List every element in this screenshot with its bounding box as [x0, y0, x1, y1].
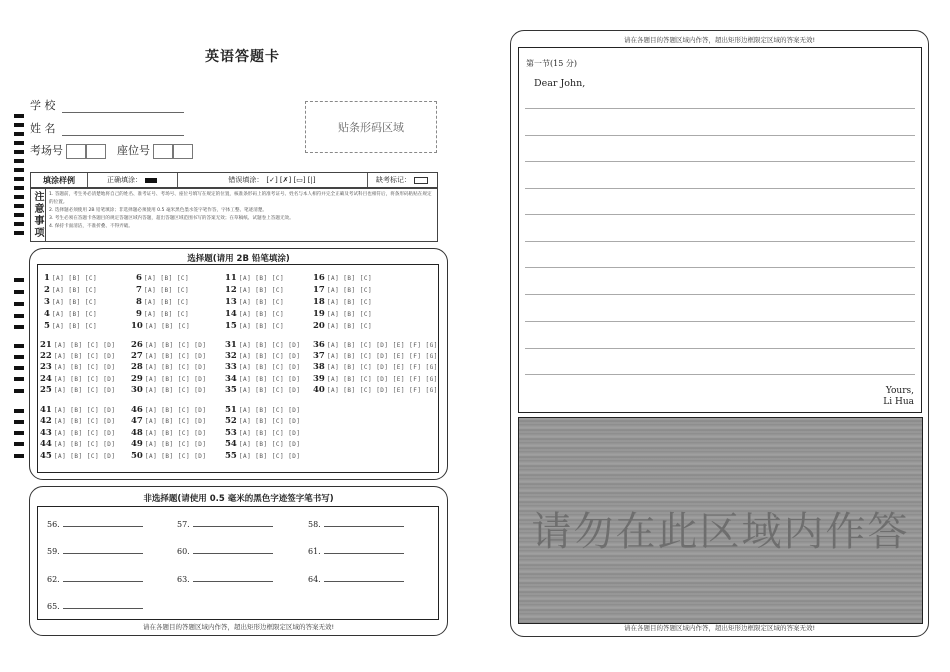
question-5[interactable]: 5 [A] [B] [C] [44, 321, 98, 331]
blank-60[interactable]: 60. [177, 547, 273, 556]
no-answer-area [518, 417, 923, 624]
question-19[interactable]: 19 [A] [B] [C] [313, 309, 373, 319]
blank-61[interactable]: 61. [308, 547, 404, 556]
question-37[interactable]: 37 [A] [B] [C] [D] [E] [F] [G] [313, 351, 438, 361]
writing-area[interactable] [518, 47, 922, 413]
blank-59[interactable]: 59. [47, 547, 143, 556]
question-12[interactable]: 12 [A] [B] [C] [225, 285, 285, 295]
question-23[interactable]: 23 [A] [B] [C] [D] [40, 362, 116, 372]
question-15[interactable]: 15 [A] [B] [C] [225, 321, 285, 331]
question-16[interactable]: 16 [A] [B] [C] [313, 273, 373, 283]
question-53[interactable]: 53 [A] [B] [C] [D] [225, 428, 301, 438]
question-14[interactable]: 14 [A] [B] [C] [225, 309, 285, 319]
blank-65[interactable]: 65. [47, 602, 143, 611]
question-44[interactable]: 44 [A] [B] [C] [D] [40, 439, 116, 449]
legend-wrong: 错误填涂： [✓] [✗] [▭] [|] [177, 173, 368, 187]
closing-text: Yours, [885, 386, 914, 396]
blank-56[interactable]: 56. [47, 520, 143, 529]
question-18[interactable]: 18 [A] [B] [C] [313, 297, 373, 307]
section-label: 第一节(15 分) [526, 59, 577, 68]
right-header: 请在各题目的答题区域内作答，超出矩形边框限定区域的答案无效! [623, 36, 816, 44]
seat-field[interactable]: 座位号 [117, 142, 193, 159]
legend-correct: 正确填涂： [87, 173, 178, 187]
question-54[interactable]: 54 [A] [B] [C] [D] [225, 439, 301, 449]
legend-title: 填涂样例 [31, 173, 88, 187]
question-1[interactable]: 1 [A] [B] [C] [44, 273, 98, 283]
sheet-title: 英语答题卡 [205, 49, 280, 65]
notice-label: 注意事项 [31, 189, 46, 241]
blank-63[interactable]: 63. [177, 575, 273, 584]
question-26[interactable]: 26 [A] [B] [C] [D] [131, 340, 207, 350]
question-25[interactable]: 25 [A] [B] [C] [D] [40, 385, 116, 395]
question-10[interactable]: 10 [A] [B] [C] [131, 321, 191, 331]
signature-text: Li Hua [883, 397, 914, 407]
question-45[interactable]: 45 [A] [B] [C] [D] [40, 451, 116, 461]
question-8[interactable]: 8 [A] [B] [C] [136, 297, 190, 307]
question-49[interactable]: 49 [A] [B] [C] [D] [131, 439, 207, 449]
question-36[interactable]: 36 [A] [B] [C] [D] [E] [F] [G] [313, 340, 438, 350]
question-17[interactable]: 17 [A] [B] [C] [313, 285, 373, 295]
question-46[interactable]: 46 [A] [B] [C] [D] [131, 405, 207, 415]
question-13[interactable]: 13 [A] [B] [C] [225, 297, 285, 307]
fill-legend [30, 172, 438, 188]
question-24[interactable]: 24 [A] [B] [C] [D] [40, 374, 116, 384]
question-32[interactable]: 32 [A] [B] [C] [D] [225, 351, 301, 361]
question-39[interactable]: 39 [A] [B] [C] [D] [E] [F] [G] [313, 374, 438, 384]
question-2[interactable]: 2 [A] [B] [C] [44, 285, 98, 295]
question-43[interactable]: 43 [A] [B] [C] [D] [40, 428, 116, 438]
question-31[interactable]: 31 [A] [B] [C] [D] [225, 340, 301, 350]
question-52[interactable]: 52 [A] [B] [C] [D] [225, 416, 301, 426]
question-33[interactable]: 33 [A] [B] [C] [D] [225, 362, 301, 372]
notice-box [30, 188, 438, 242]
question-34[interactable]: 34 [A] [B] [C] [D] [225, 374, 301, 384]
question-29[interactable]: 29 [A] [B] [C] [D] [131, 374, 207, 384]
blank-62[interactable]: 62. [47, 575, 143, 584]
question-35[interactable]: 35 [A] [B] [C] [D] [225, 385, 301, 395]
salutation: Dear John, [534, 78, 586, 89]
notice-list: 1. 答题前，考生务必清楚地将自己的姓名、准考证号、考场号、座位号填写在规定的位置，核准条形码上的准考证号、姓名与本人相符并完全正确及考试科目也相符后，将条形码粘贴在规定的位置。 2. 选择题必须使用 2B 铅笔填涂；非选择题必须使用 0.5 毫米黑色墨水签字笔作答，字体工整、笔迹清楚。 3. 考生必须在答题卡各题目的规定答题区域内答题，超出答题区域范围书写的答案无效；在草稿纸、试题卷上答题无效。 4. 保持卡面清洁，不准折叠、不得弄破。 [49, 192, 432, 229]
question-28[interactable]: 28 [A] [B] [C] [D] [131, 362, 207, 372]
question-30[interactable]: 30 [A] [B] [C] [D] [131, 385, 207, 395]
question-3[interactable]: 3 [A] [B] [C] [44, 297, 98, 307]
exam-room-field[interactable]: 考场号 [30, 142, 106, 159]
question-51[interactable]: 51 [A] [B] [C] [D] [225, 405, 301, 415]
question-11[interactable]: 11 [A] [B] [C] [225, 273, 285, 283]
question-21[interactable]: 21 [A] [B] [C] [D] [40, 340, 116, 350]
question-42[interactable]: 42 [A] [B] [C] [D] [40, 416, 116, 426]
barcode-area: 贴条形码区域 [305, 101, 437, 153]
non-choice-title: 非选择题(请使用 0.5 毫米的黑色字迹签字笔书写) [143, 494, 334, 504]
question-41[interactable]: 41 [A] [B] [C] [D] [40, 405, 116, 415]
mc-title: 选择题(请用 2B 铅笔填涂) [187, 254, 290, 264]
question-40[interactable]: 40 [A] [B] [C] [D] [E] [F] [G] [313, 385, 438, 395]
school-field[interactable]: 学 校 [30, 97, 184, 113]
right-footer: 请在各题目的答题区域内作答，超出矩形边框限定区域的答案无效! [623, 624, 816, 632]
legend-absent: 缺考标记： [367, 173, 437, 187]
question-9[interactable]: 9 [A] [B] [C] [136, 309, 190, 319]
question-20[interactable]: 20 [A] [B] [C] [313, 321, 373, 331]
question-50[interactable]: 50 [A] [B] [C] [D] [131, 451, 207, 461]
name-field[interactable]: 姓 名 [30, 120, 184, 136]
question-22[interactable]: 22 [A] [B] [C] [D] [40, 351, 116, 361]
no-answer-text: 请勿在此区域内作答 [531, 509, 910, 555]
question-6[interactable]: 6 [A] [B] [C] [136, 273, 190, 283]
blank-64[interactable]: 64. [308, 575, 404, 584]
left-footer: 请在各题目的答题区域内作答，超出矩形边框限定区域的答案无效! [142, 623, 335, 631]
blank-58[interactable]: 58. [308, 520, 404, 529]
question-4[interactable]: 4 [A] [B] [C] [44, 309, 98, 319]
question-7[interactable]: 7 [A] [B] [C] [136, 285, 190, 295]
question-38[interactable]: 38 [A] [B] [C] [D] [E] [F] [G] [313, 362, 438, 372]
letter-closing [850, 386, 914, 408]
blank-57[interactable]: 57. [177, 520, 273, 529]
question-55[interactable]: 55 [A] [B] [C] [D] [225, 451, 301, 461]
question-27[interactable]: 27 [A] [B] [C] [D] [131, 351, 207, 361]
question-47[interactable]: 47 [A] [B] [C] [D] [131, 416, 207, 426]
question-48[interactable]: 48 [A] [B] [C] [D] [131, 428, 207, 438]
